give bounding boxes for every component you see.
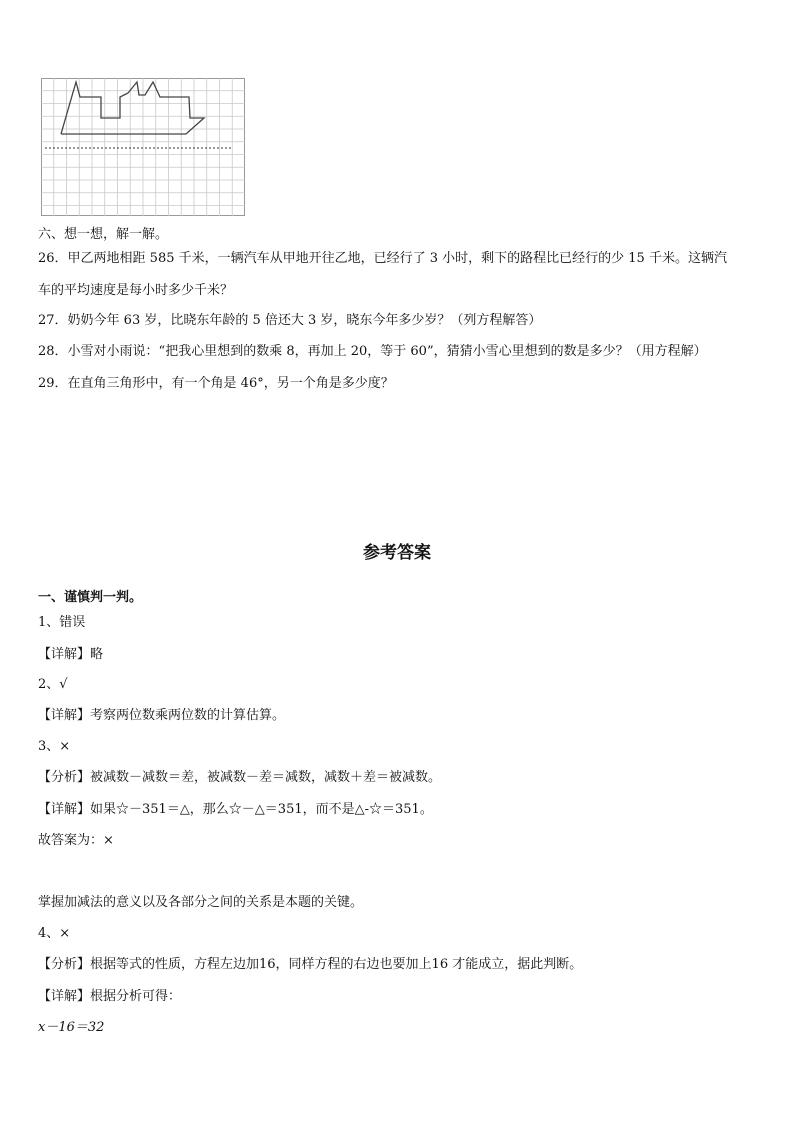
question-29: 29．在直角三角形中，有一个角是 46°，另一个角是多少度？ [38,376,394,391]
question-26-line2: 车的平均速度是每小时多少千米？ [38,283,234,298]
answer-4-analysis: 【分析】根据等式的性质，方程左边加16，同样方程的右边也要加上16 才能成立，据此判断。 [38,957,583,972]
answer-4-detail: 【详解】根据分析可得： [38,989,182,1004]
question-27: 27．奶奶今年 63 岁，比晓东年龄的 5 倍还大 3 岁，晓东今年多少岁？（列方程解答） [38,313,542,328]
answer-4-equation: x－16＝32 [38,1020,105,1035]
answer-3-detail: 【详解】如果☆－351＝△，那么☆－△＝351，而不是△-☆＝351。 [38,802,433,817]
question-28: 28．小雪对小雨说：“把我心里想到的数乘 8，再加上 20，等于 60”，猜猜小雪心里想到的数是多少？（用方程解） [38,344,707,359]
section6-heading: 六、想一想，解一解。 [38,227,169,242]
answer-3: 3、× [38,739,71,754]
grid-figure [41,78,245,216]
answer-2-detail: 【详解】考察两位数乘两位数的计算估算。 [38,708,286,723]
question-26-line1: 26．甲乙两地相距 585 千米，一辆汽车从甲地开往乙地，已经行了 3 小时，剩下的路程比已经行的少 15 千米。这辆汽 [38,251,727,266]
answer-3-note: 掌握加减法的意义以及各部分之间的关系是本题的关键。 [38,895,364,910]
answer-3-answer: 故答案为：× [38,833,114,848]
answers-title: 参考答案 [363,543,431,563]
answer-3-analysis: 【分析】被减数－减数＝差，被减数－差＝减数，减数＋差＝被减数。 [38,770,442,785]
answer-1-detail: 【详解】略 [38,647,104,662]
answer-2: 2、√ [38,677,68,692]
answer-1: 1、错误 [38,615,86,630]
answers-section1-heading: 一、谨慎判一判。 [38,590,143,605]
answer-4: 4、× [38,926,71,941]
